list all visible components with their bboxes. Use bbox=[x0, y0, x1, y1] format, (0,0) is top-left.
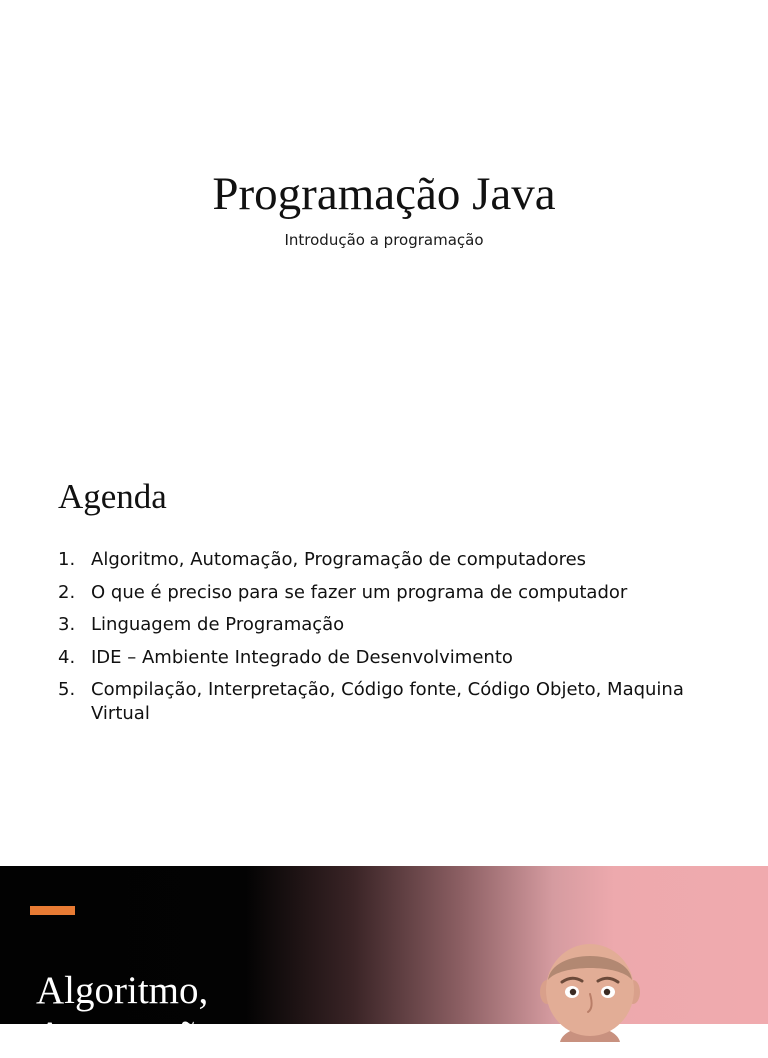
agenda-item-number: 1. bbox=[58, 549, 76, 570]
agenda-item bbox=[58, 678, 718, 726]
agenda-slide bbox=[0, 430, 768, 866]
person-photo-icon bbox=[520, 942, 660, 1042]
agenda-item bbox=[58, 646, 718, 670]
agenda-item-text: O que é preciso para se fazer um programa de computador bbox=[91, 581, 628, 603]
section-title: Algoritmo, Automação bbox=[36, 969, 216, 1057]
agenda-item-number: 3. bbox=[58, 614, 76, 635]
agenda-item-text: IDE – Ambiente Integrado de Desenvolvimento bbox=[91, 646, 513, 668]
title-slide bbox=[0, 0, 768, 430]
agenda-item-text: Compilação, Interpretação, Código fonte, Código Objeto, Maquina Virtual bbox=[91, 679, 684, 724]
agenda-item-number: 2. bbox=[58, 581, 76, 603]
section-slide bbox=[0, 866, 768, 1057]
slide-title: Programação Java bbox=[212, 168, 556, 220]
agenda-item bbox=[58, 548, 718, 572]
agenda-item bbox=[58, 581, 718, 605]
slide-subtitle: Introdução a programação bbox=[284, 231, 484, 249]
accent-bar bbox=[30, 906, 75, 915]
agenda-item-number: 4. bbox=[58, 646, 76, 668]
agenda-item-text: Linguagem de Programação bbox=[91, 614, 345, 635]
agenda-item bbox=[58, 613, 718, 637]
agenda-list bbox=[58, 548, 718, 735]
agenda-item-text: Algoritmo, Automação, Programação de computadores bbox=[91, 549, 587, 570]
agenda-item-number: 5. bbox=[58, 679, 76, 700]
agenda-heading: Agenda bbox=[58, 477, 167, 516]
